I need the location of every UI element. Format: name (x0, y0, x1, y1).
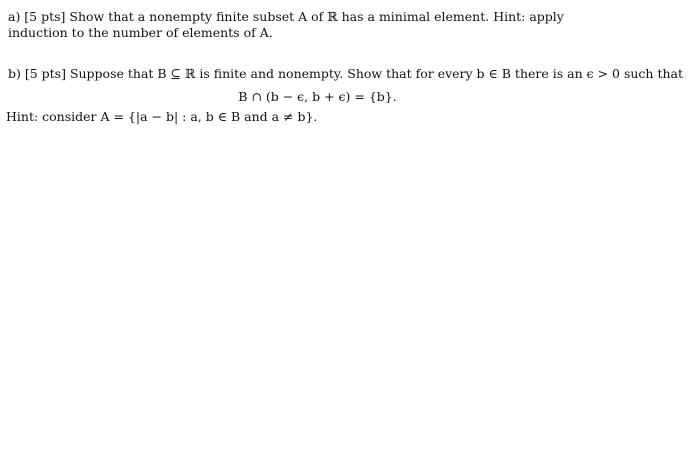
problem-b-line-1: b) [5 pts] Suppose that B ⊆ ℝ is finite and nonempty. Show that for every b ∈ B there is an ϵ > 0 such that (8, 66, 683, 81)
problem-a-line-2: induction to the number of elements of A. (8, 25, 273, 40)
problem-b-equation: B ∩ (b − ϵ, b + ϵ) = {b}. (238, 89, 397, 104)
problem-a-line-1: a) [5 pts] Show that a nonempty finite subset A of ℝ has a minimal element. Hint: apply (8, 9, 564, 24)
problem-b-hint: Hint: consider A = {|a − b| : a, b ∈ B and a ≠ b}. (6, 109, 318, 124)
